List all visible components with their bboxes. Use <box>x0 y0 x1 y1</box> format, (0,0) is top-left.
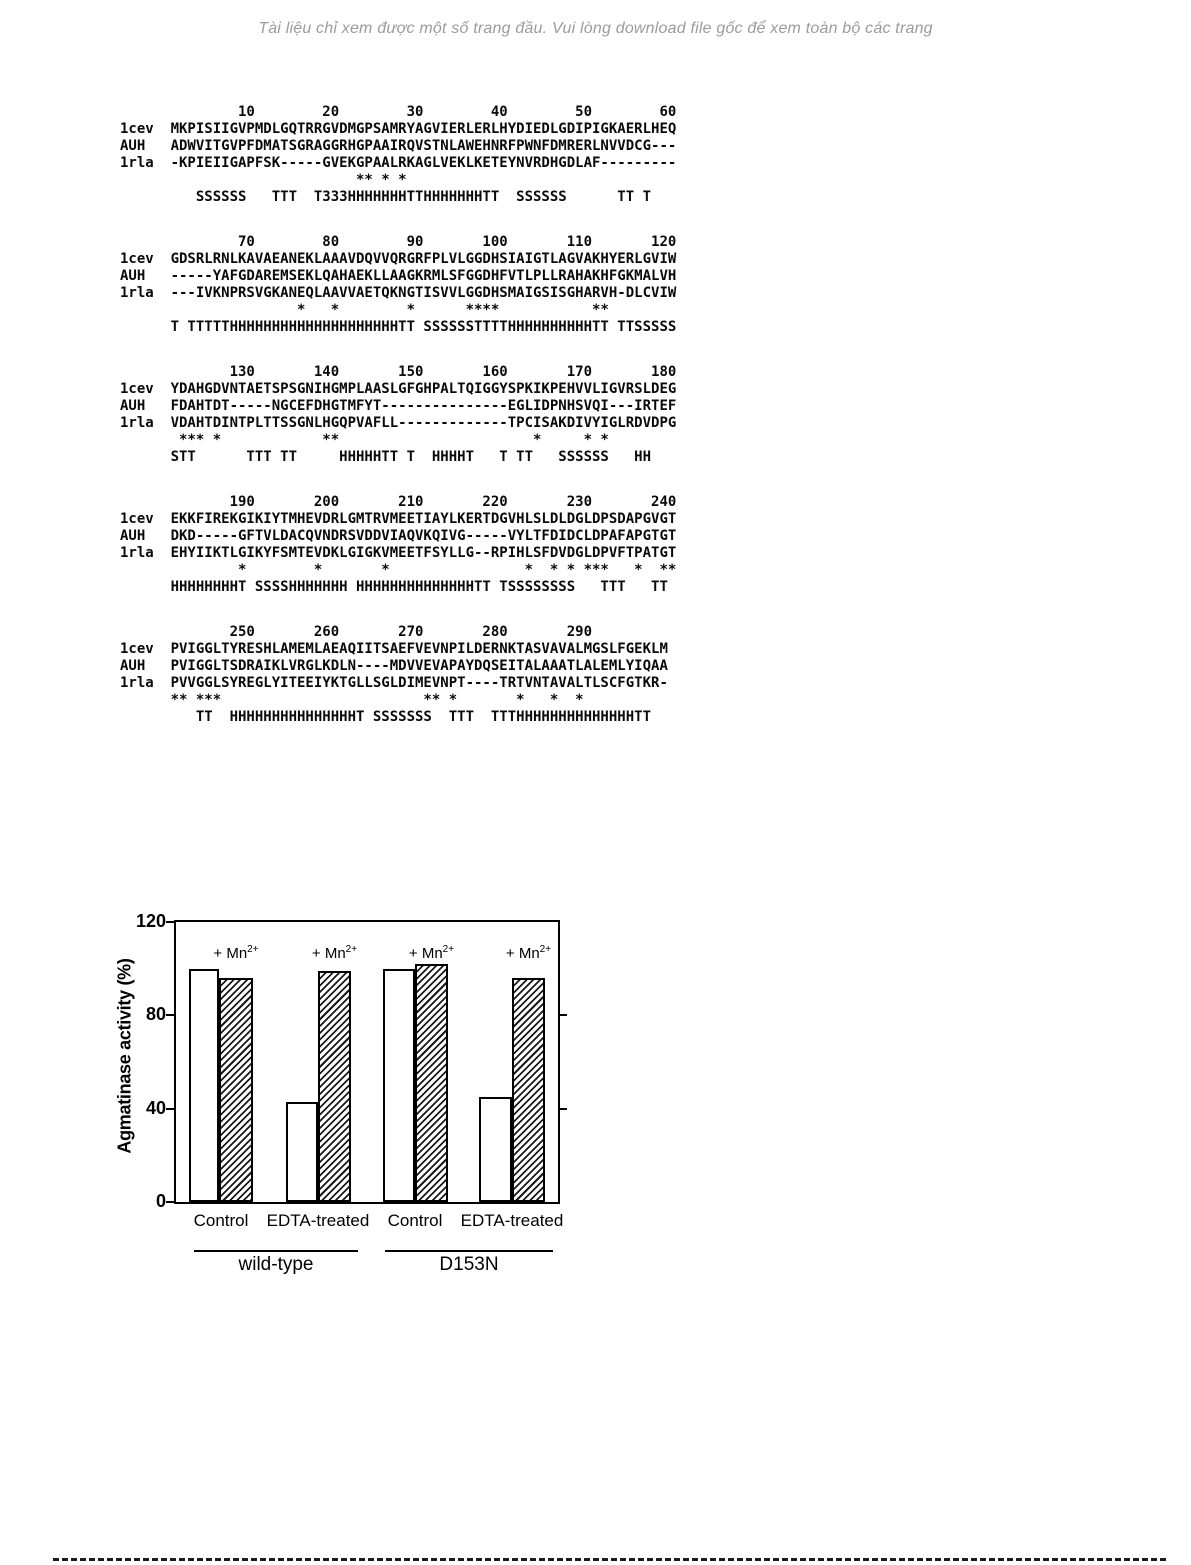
group-underline <box>385 1250 553 1252</box>
group-underline <box>194 1250 358 1252</box>
watermark-text: Tài liệu chỉ xem được một số trang đầu. Vui lòng download file gốc để xem toàn bộ các trang <box>258 20 933 37</box>
sequence-row-1cev: 1cev GDSRLRNLKAVAEANEKLAAAVDQVVQRGRFPLVLGGDHSIAIGTLAGVAKHYERLGVIW <box>120 251 677 267</box>
bar-open-control <box>383 969 415 1202</box>
y-axis-tick-left <box>166 1014 174 1016</box>
y-axis-tick-left <box>166 921 174 923</box>
x-category-label: EDTA-treated <box>460 1211 564 1230</box>
x-category-label: EDTA-treated <box>266 1211 370 1230</box>
plus-mn-annotation: + $Mn^{2+}$ <box>311 944 358 962</box>
bar-open-edta-treated <box>479 1097 512 1202</box>
y-tick-label-40: 40 <box>145 1097 166 1118</box>
bar-chart-plot-area <box>174 920 560 1204</box>
y-tick-label-120: 120 <box>135 911 166 931</box>
conservation-row: * * * **** ** <box>120 302 609 318</box>
sequence-row-1cev: 1cev EKKFIREKGIKIYTMHEVDRLGMTRVMEETIAYLKERTDGVHLSLDLDGLDPSDAPGVGT <box>120 511 677 527</box>
group-label-wild-type: wild-type <box>238 1254 314 1275</box>
sequence-row-auh: AUH FDAHTDT-----NGCEFDHGTMFYT---------------EGLIDPNHSVQI---IRTEF <box>120 398 677 414</box>
y-axis-label-text: Agmatinase activity (%) <box>114 958 135 1154</box>
residue-number-ruler: 70 80 90 100 110 120 <box>120 234 677 250</box>
residue-number-ruler: 250 260 270 280 290 <box>120 624 593 640</box>
plus-mn-annotation: + $Mn^{2+}$ <box>408 944 455 962</box>
residue-number-ruler: 10 20 30 40 50 60 <box>120 104 677 120</box>
conservation-row: *** * ** * * * <box>120 432 609 448</box>
sequence-row-1rla: 1rla ---IVKNPRSVGKANEQLAAVVAETQKNGTISVVLGGDHSMAIGSISGHARVH-DLCVIW <box>120 285 677 301</box>
alignment-block <box>120 494 676 596</box>
y-axis-tick-right <box>560 1014 567 1016</box>
sequence-row-auh: AUH PVIGGLTSDRAIKLVRGLKDLN----MDVVEVAPAYDQSEITALAAATLALEMLYIQAA <box>120 658 668 674</box>
alignment-block <box>120 624 676 726</box>
secondary-structure-row: STT TTT TT HHHHHTT T HHHHT T TT SSSSSS HH <box>120 449 652 465</box>
plus-mn-annotation: + $Mn^{2+}$ <box>213 944 259 962</box>
sequence-row-1rla: 1rla -KPIEIIGAPFSK-----GVEKGPAALRKAGLVEKLKETEYNVRDHGDLAF--------- <box>120 155 677 171</box>
alignment-block <box>120 364 676 466</box>
page-bottom-dashed-line <box>53 1558 1167 1561</box>
bar-plus-mn-control <box>415 964 448 1202</box>
group-label-d153n: D153N <box>439 1254 499 1275</box>
y-axis-tick-right <box>560 1108 567 1110</box>
sequence-row-auh: AUH -----YAFGDAREMSEKLQAHAEKLLAAGKRMLSFGGDHFVTLPLLRAHAKHFGKMALVH <box>120 268 677 284</box>
secondary-structure-row: SSSSSS TTT T333HHHHHHHTTHHHHHHHTT SSSSSS TT T <box>120 189 652 205</box>
sequence-row-1rla: 1rla VDAHTDINTPLTTSSGNLHGQPVAFLL-------------TPCISAKDIVYIGLRDVDPG <box>120 415 677 431</box>
bar-open-edta-treated <box>286 1102 318 1202</box>
plus-mn-annotation: + $Mn^{2+}$ <box>505 944 552 962</box>
x-category-label: Control <box>193 1211 249 1230</box>
y-tick-label-80: 80 <box>145 1004 166 1025</box>
y-axis-tick-left <box>166 1108 174 1110</box>
sequence-row-1cev: 1cev YDAHGDVNTAETSPSGNIHGMPLAASLGFGHPALTQIGGYSPKIKPEHVVLIGVRSLDEG <box>120 381 677 397</box>
secondary-structure-row: T TTTTTHHHHHHHHHHHHHHHHHHHHTT SSSSSSTTTTHHHHHHHHHHTT TTSSSSS <box>120 319 677 335</box>
bar-plus-mn-edta-treated <box>318 971 351 1202</box>
conservation-row: ** *** ** * * * * <box>120 692 584 708</box>
alignment-block <box>120 234 676 336</box>
sequence-row-1cev: 1cev PVIGGLTYRESHLAMEMLAEAQIITSAEFVEVNPILDERNKTASVAVALMGSLFGEKLM <box>120 641 668 657</box>
alignment-block <box>120 104 676 206</box>
y-axis-tick-left <box>166 1201 174 1203</box>
conservation-row: * * * * * * *** * ** <box>120 562 677 578</box>
bar-plus-mn-edta-treated <box>512 978 545 1202</box>
y-axis-label <box>115 958 136 1153</box>
bar-plus-mn-control <box>219 978 253 1202</box>
y-tick-label-0: 0 <box>155 1191 166 1211</box>
x-category-label: Control <box>387 1211 443 1230</box>
sequence-row-auh: AUH DKD-----GFTVLDACQVNDRSVDDVIAQVKQIVG-----VYLTFDIDCLDPAFAPGTGT <box>120 528 677 544</box>
sequence-row-auh: AUH ADWVITGVPFDMATSGRAGGRHGPAAIRQVSTNLAWEHNRFPWNFDMRERLNVVDCG--- <box>120 138 677 154</box>
sequence-alignment-figure <box>120 104 676 754</box>
sequence-row-1rla: 1rla PVVGGLSYREGLYITEEIYKTGLLSGLDIMEVNPT----TRTVNTAVALTLSCFGTKR- <box>120 675 668 691</box>
residue-number-ruler: 190 200 210 220 230 240 <box>120 494 677 510</box>
sequence-row-1rla: 1rla EHYIIKTLGIKYFSMTEVDKLGIGKVMEETFSYLLG--RPIHLSFDVDGLDPVFTPATGT <box>120 545 677 561</box>
sequence-row-1cev: 1cev MKPISIIGVPMDLGQTRRGVDMGPSAMRYAGVIERLERLHYDIEDLGDIPIGKAERLHEQ <box>120 121 677 137</box>
residue-number-ruler: 130 140 150 160 170 180 <box>120 364 677 380</box>
secondary-structure-row: HHHHHHHHT SSSSHHHHHHH HHHHHHHHHHHHHHTT TSSSSSSSS TTT TT <box>120 579 668 595</box>
bar-open-control <box>189 969 219 1202</box>
conservation-row: ** * * <box>120 172 407 188</box>
secondary-structure-row: TT HHHHHHHHHHHHHHHT SSSSSSS TTT TTTHHHHHHHHHHHHHHTT <box>120 709 652 725</box>
